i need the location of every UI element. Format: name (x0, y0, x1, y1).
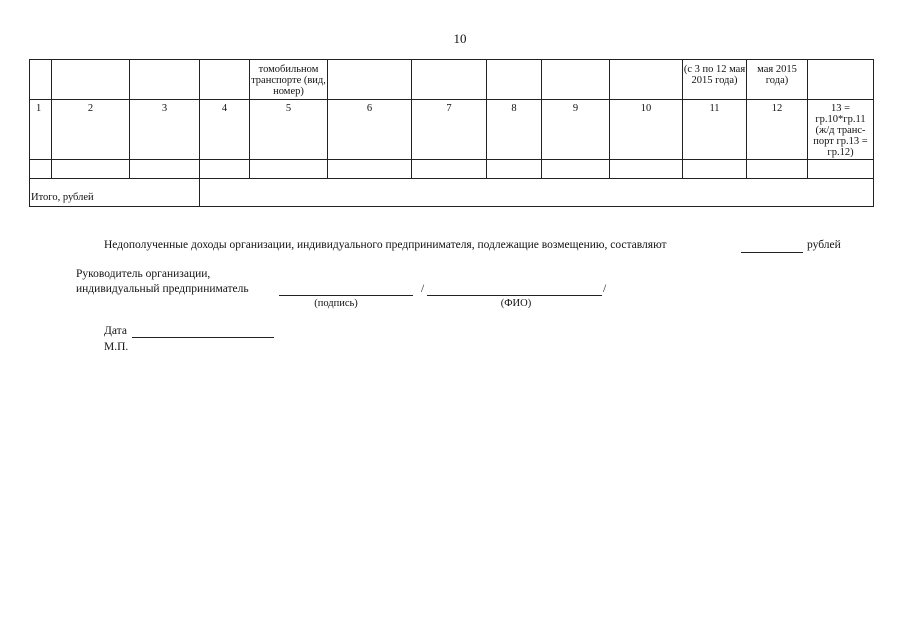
header-cell (412, 60, 487, 100)
column-number-formula: 13 = гр.10*гр.11 (ж/д транс-порт гр.13 = гр.12) (808, 100, 874, 160)
caption-signature: (подпись) (314, 298, 358, 309)
header-row (30, 60, 874, 100)
data-cell (683, 160, 747, 179)
signer-title-line1: Руководитель организации, (76, 268, 211, 280)
header-cell (200, 60, 250, 100)
total-value-cell (200, 179, 874, 207)
signer-title-line2: индивидуальный предприниматель (76, 283, 249, 295)
data-cell (542, 160, 610, 179)
data-cell (200, 160, 250, 179)
column-number: 6 (328, 100, 412, 160)
header-cell (30, 60, 52, 100)
column-numbers-row (30, 100, 874, 160)
header-cell-may: мая 2015 года) (747, 60, 808, 100)
signature-line (279, 295, 413, 296)
column-number: 5 (250, 100, 328, 160)
column-number: 3 (130, 100, 200, 160)
date-line (132, 337, 274, 338)
page-number: 10 (453, 31, 467, 46)
header-cell (487, 60, 542, 100)
stamp-label: М.П. (104, 341, 129, 353)
data-cell (52, 160, 130, 179)
column-number: 12 (747, 100, 808, 160)
date-label: Дата (104, 325, 127, 337)
total-row (30, 179, 874, 207)
data-cell (747, 160, 808, 179)
amount-blank-line (741, 252, 803, 253)
column-number: 1 (30, 100, 52, 160)
statement-unit: рублей (807, 239, 841, 251)
column-number: 11 (683, 100, 747, 160)
data-cell (487, 160, 542, 179)
column-number: 8 (487, 100, 542, 160)
name-line (427, 295, 602, 296)
column-number: 9 (542, 100, 610, 160)
empty-data-row (30, 160, 874, 179)
column-number: 10 (610, 100, 683, 160)
data-cell (250, 160, 328, 179)
header-cell (130, 60, 200, 100)
data-cell (328, 160, 412, 179)
header-cell-period: (с 3 по 12 мая 2015 года) (683, 60, 747, 100)
signature-slash-right: / (603, 283, 607, 295)
column-number: 2 (52, 100, 130, 160)
statement-text: Недополученные доходы организации, индивидуального предпринимателя, подлежащие возмещению, составляют (104, 239, 667, 251)
column-number: 4 (200, 100, 250, 160)
header-cell (52, 60, 130, 100)
header-cell (808, 60, 874, 100)
signature-slash-left: / (421, 283, 425, 295)
total-label: Итого, рублей (30, 179, 200, 207)
data-cell (610, 160, 683, 179)
data-cell (130, 160, 200, 179)
caption-name: (ФИО) (500, 298, 532, 309)
header-cell (610, 60, 683, 100)
header-cell-transport: томобильном транспорте (вид, номер) (250, 60, 328, 100)
header-cell (542, 60, 610, 100)
data-cell (30, 160, 52, 179)
data-cell (412, 160, 487, 179)
column-number: 7 (412, 100, 487, 160)
compensation-table (29, 59, 874, 207)
data-cell (808, 160, 874, 179)
header-cell (328, 60, 412, 100)
